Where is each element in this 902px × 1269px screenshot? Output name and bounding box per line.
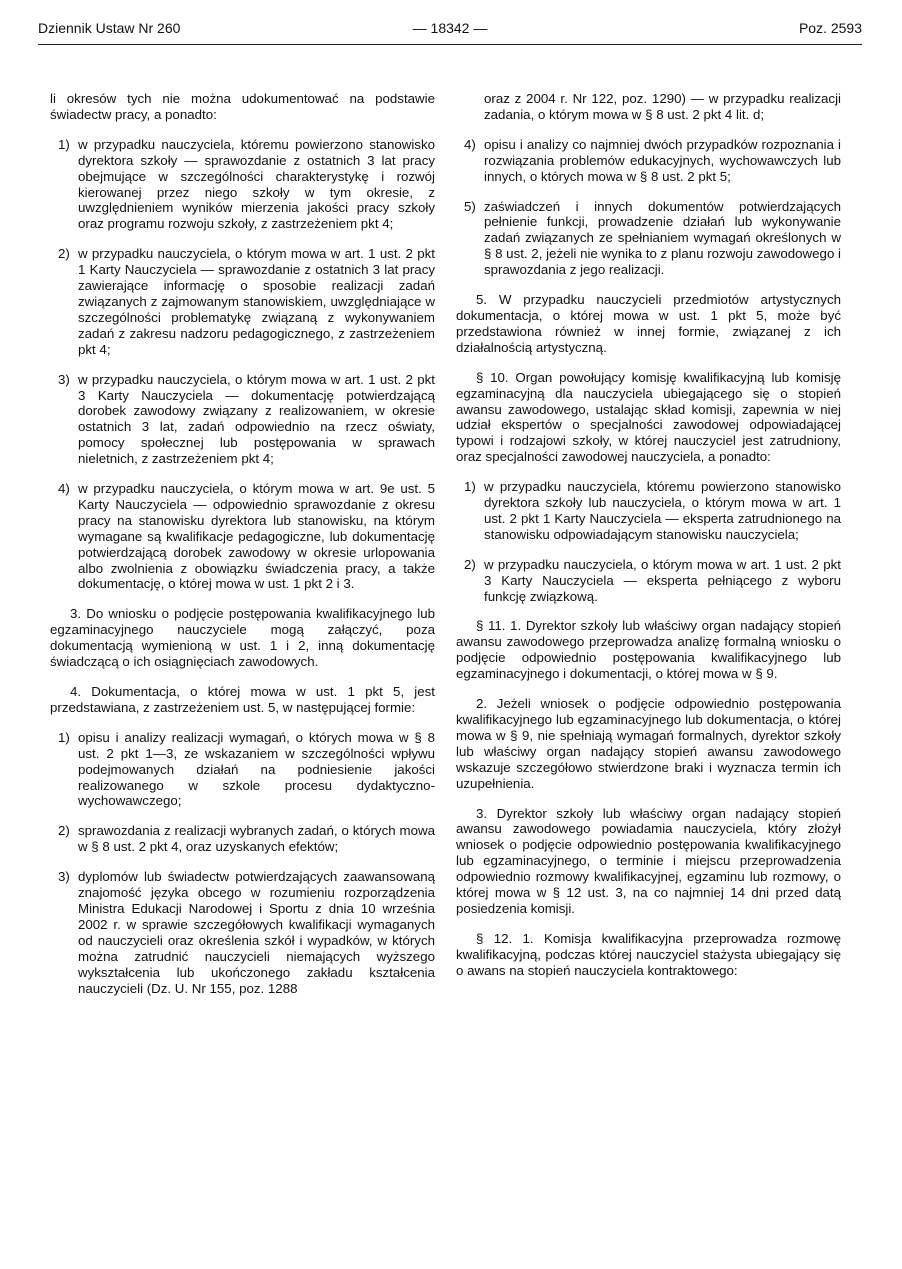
- item-text: w przypadku nauczyciela, o którym mowa w art. 1 ust. 2 pkt 3 Karty Nauczyciela — eksperta pełniącego z wyboru funkcję związkową.: [484, 556, 841, 604]
- journal-title: Dziennik Ustaw Nr 260: [38, 20, 181, 36]
- position-number: Poz. 2593: [798, 20, 862, 36]
- paragraph-3: 3. Do wniosku o podjęcie postępowania kwalifikacyjnego lub egzaminacyjnego nauczyciele mogą załączyć, poza dokumentacją wymienioną w ust. 1 i 2, inną dokumentację świadczącą o ich osiągnięciach zawodowych.: [50, 606, 435, 670]
- item-number: 2): [464, 556, 476, 572]
- item-text: w przypadku nauczyciela, o którym mowa w art. 9e ust. 5 Karty Nauczyciela — odpowiednio sprawozdanie z okresu pracy na stanowisku dyrektora lub stanowisku, na którym wymagane są kwalifikacje pedagogiczne, lub dokumentację potwierdzającą dorobek zawodowy w okresie urlopowania albo zwolnienia z obowiązku świadczenia pracy, a także dokumentację, o której mowa w ust. 1 pkt 2 i 3.: [78, 481, 435, 592]
- list-item: [50, 481, 435, 592]
- list-item: [50, 823, 435, 855]
- left-column: [50, 91, 435, 1010]
- list-item: [50, 372, 435, 467]
- paragraph-5: 5. W przypadku nauczycieli przedmiotów artystycznych dokumentacja, o której mowa w ust. 1 pkt 5, może być przedstawiona również w innej formie, związanej z ich działalnością artystyczną.: [456, 292, 841, 355]
- item-text: zaświadczeń i innych dokumentów potwierdzających pełnienie funkcji, prowadzenie działań lub wykonywanie zadań związanych ze spełnianiem wymagań określonych w § 8 ust. 2, jeżeli nie wynika to z planu rozwoju zawodowego i sprawozdania z jego realizacji.: [484, 198, 841, 278]
- header-rule: [38, 44, 862, 45]
- item-number: 2): [58, 823, 70, 839]
- list-item: [50, 730, 435, 810]
- list-item: [50, 137, 435, 232]
- item-text: opisu i analizy realizacji wymagań, o których mowa w § 8 ust. 2 pkt 1—3, ze wskazaniem w szczególności wpływu podejmowanych działań na podniesienie jakości realizowanego w szkole procesu dydaktyczno-wychowawczego;: [78, 729, 435, 809]
- list-item: [456, 557, 841, 605]
- item-number: 2): [58, 246, 70, 262]
- section-10: § 10. Organ powołujący komisję kwalifikacyjną lub komisję egzaminacyjną dla nauczyciela ubiegającego się o stopień awansu zawodowego, ustalając skład komisji, zapewnia w niej udział ekspertów o specjalności zawodowej odpowiadającej typowi i rodzajowi szkoły, w której nauczyciel jest zatrudniony, oraz specjalności zawodowej nauczyciela, a ponadto:: [456, 369, 841, 465]
- right-column: [456, 91, 841, 993]
- item-text: w przypadku nauczyciela, o którym mowa w art. 1 ust. 2 pkt 1 Karty Nauczyciela — sprawozdanie z ostatnich 3 lat pracy zawierające informację o sposobie realizacji zadań związanych z zajmowanym stanowiskiem, uwzględniające w szczególności problematykę związaną z wykonywaniem zadań z zakresu nadzoru pedagogicznego, z zastrzeżeniem pkt 4;: [78, 246, 435, 357]
- page-header: [38, 20, 862, 44]
- item-number: 1): [464, 479, 476, 495]
- item-number: 1): [58, 729, 70, 745]
- paragraph-4: 4. Dokumentacja, o której mowa w ust. 1 pkt 5, jest przedstawiana, z zastrzeżeniem ust. 5, w następującej formie:: [50, 684, 435, 715]
- section-11-3: 3. Dyrektor szkoły lub właściwy organ nadający stopień awansu zawodowego powiadamia nauczyciela, który złożył wniosek o podjęcie odpowiednio postępowania kwalifikacyjnego lub egzaminacyjnego, o terminie i miejscu przeprowadzenia odpowiednio rozmowy kwalifikacyjnej, egzaminu lub rozmowy, o której mowa w § 12 ust. 3, na co najmniej 14 dni przed datą posiedzenia komisji.: [456, 805, 841, 916]
- page-number: — 18342 —: [412, 20, 488, 36]
- item-number: 4): [464, 136, 476, 152]
- item-number: 5): [464, 198, 476, 214]
- list-item: [456, 479, 841, 543]
- list-item: [50, 246, 435, 357]
- intro-paragraph: li okresów tych nie można udokumentować na podstawie świadectw pracy, a ponadto:: [50, 91, 435, 122]
- section-11-1: § 11. 1. Dyrektor szkoły lub właściwy organ nadający stopień awansu zawodowego przeprowadza analizę formalną wniosku o podjęcie odpowiednio postępowania kwalifikacyjnego lub egzaminacyjnego i dokumentacji, o której mowa w § 9.: [456, 618, 841, 682]
- continued-item-text: oraz z 2004 r. Nr 122, poz. 1290) — w przypadku realizacji zadania, o którym mowa w § 8 ust. 2 pkt 4 lit. d;: [484, 91, 841, 122]
- item-number: 4): [58, 481, 70, 497]
- list-item: [50, 869, 435, 996]
- item-number: 3): [58, 371, 70, 387]
- item-text: sprawozdania z realizacji wybranych zadań, o których mowa w § 8 ust. 2 pkt 4, oraz uzyskanych efektów;: [78, 823, 435, 855]
- item-text: w przypadku nauczyciela, o którym mowa w art. 1 ust. 2 pkt 3 Karty Nauczyciela — dokumentację potwierdzającą dorobek zawodowy związany z realizowaniem, w okresie ostatnich 3 lat, zadań odpowiednio na rzecz oświaty, pomocy społecznej lub postępowania w sprawach nieletnich, z zastrzeżeniem pkt 4;: [78, 371, 435, 467]
- section-12-1: § 12. 1. Komisja kwalifikacyjna przeprowadza rozmowę kwalifikacyjną, podczas której nauczyciel stażysta ubiegający się o awans na stopień nauczyciela kontraktowego:: [456, 930, 841, 978]
- list-item: [456, 199, 841, 279]
- list-item: [456, 137, 841, 185]
- item-text: opisu i analizy co najmniej dwóch przypadków rozpoznania i rozwiązania problemów edukacyjnych, wychowawczych lub innych, o których mowa w § 8 ust. 2 pkt 5;: [484, 136, 841, 184]
- item-number: 3): [58, 869, 70, 885]
- item-text: dyplomów lub świadectw potwierdzających zaawansowaną znajomość języka obcego w rozumieniu rozporządzenia Ministra Edukacji Narodowej i Sportu z dnia 10 września 2002 r. w sprawie szczegółowych kwalifikacji wymaganych od nauczycieli oraz określenia szkół i wypadków, w których można zatrudnić nauczycieli niemających wyższego wykształcenia lub ukończonego zakładu kształcenia nauczycieli (Dz. U. Nr 155, poz. 1288: [78, 869, 435, 996]
- item-text: w przypadku nauczyciela, któremu powierzono stanowisko dyrektora szkoły lub nauczyciela, o którym mowa w art. 1 ust. 2 pkt 1 Karty Nauczyciela — eksperta zatrudnionego na stanowisku odpowiadającym stanowisku nauczyciela;: [484, 479, 841, 542]
- item-text: w przypadku nauczyciela, któremu powierzono stanowisko dyrektora szkoły — sprawozdanie z ostatnich 3 lat pracy obejmujące w szczególności charakterystykę i rozwój kierowanej przez niego szkoły w tym okresie, z uwzględnieniem wyników mierzenia jakości pracy szkoły oraz programu rozwoju szkoły, z zastrzeżeniem pkt 4;: [78, 136, 435, 232]
- section-11-2: 2. Jeżeli wniosek o podjęcie odpowiednio postępowania kwalifikacyjnego lub egzaminacyjnego lub dokumentacja, o której mowa w § 9, nie spełniają wymagań formalnych, dyrektor szkoły lub właściwy organ nadający stopień awansu zawodowego wskazuje szczegółowo stwierdzone braki i wyznacza termin ich uzupełnienia.: [456, 696, 841, 791]
- item-number: 1): [58, 136, 70, 152]
